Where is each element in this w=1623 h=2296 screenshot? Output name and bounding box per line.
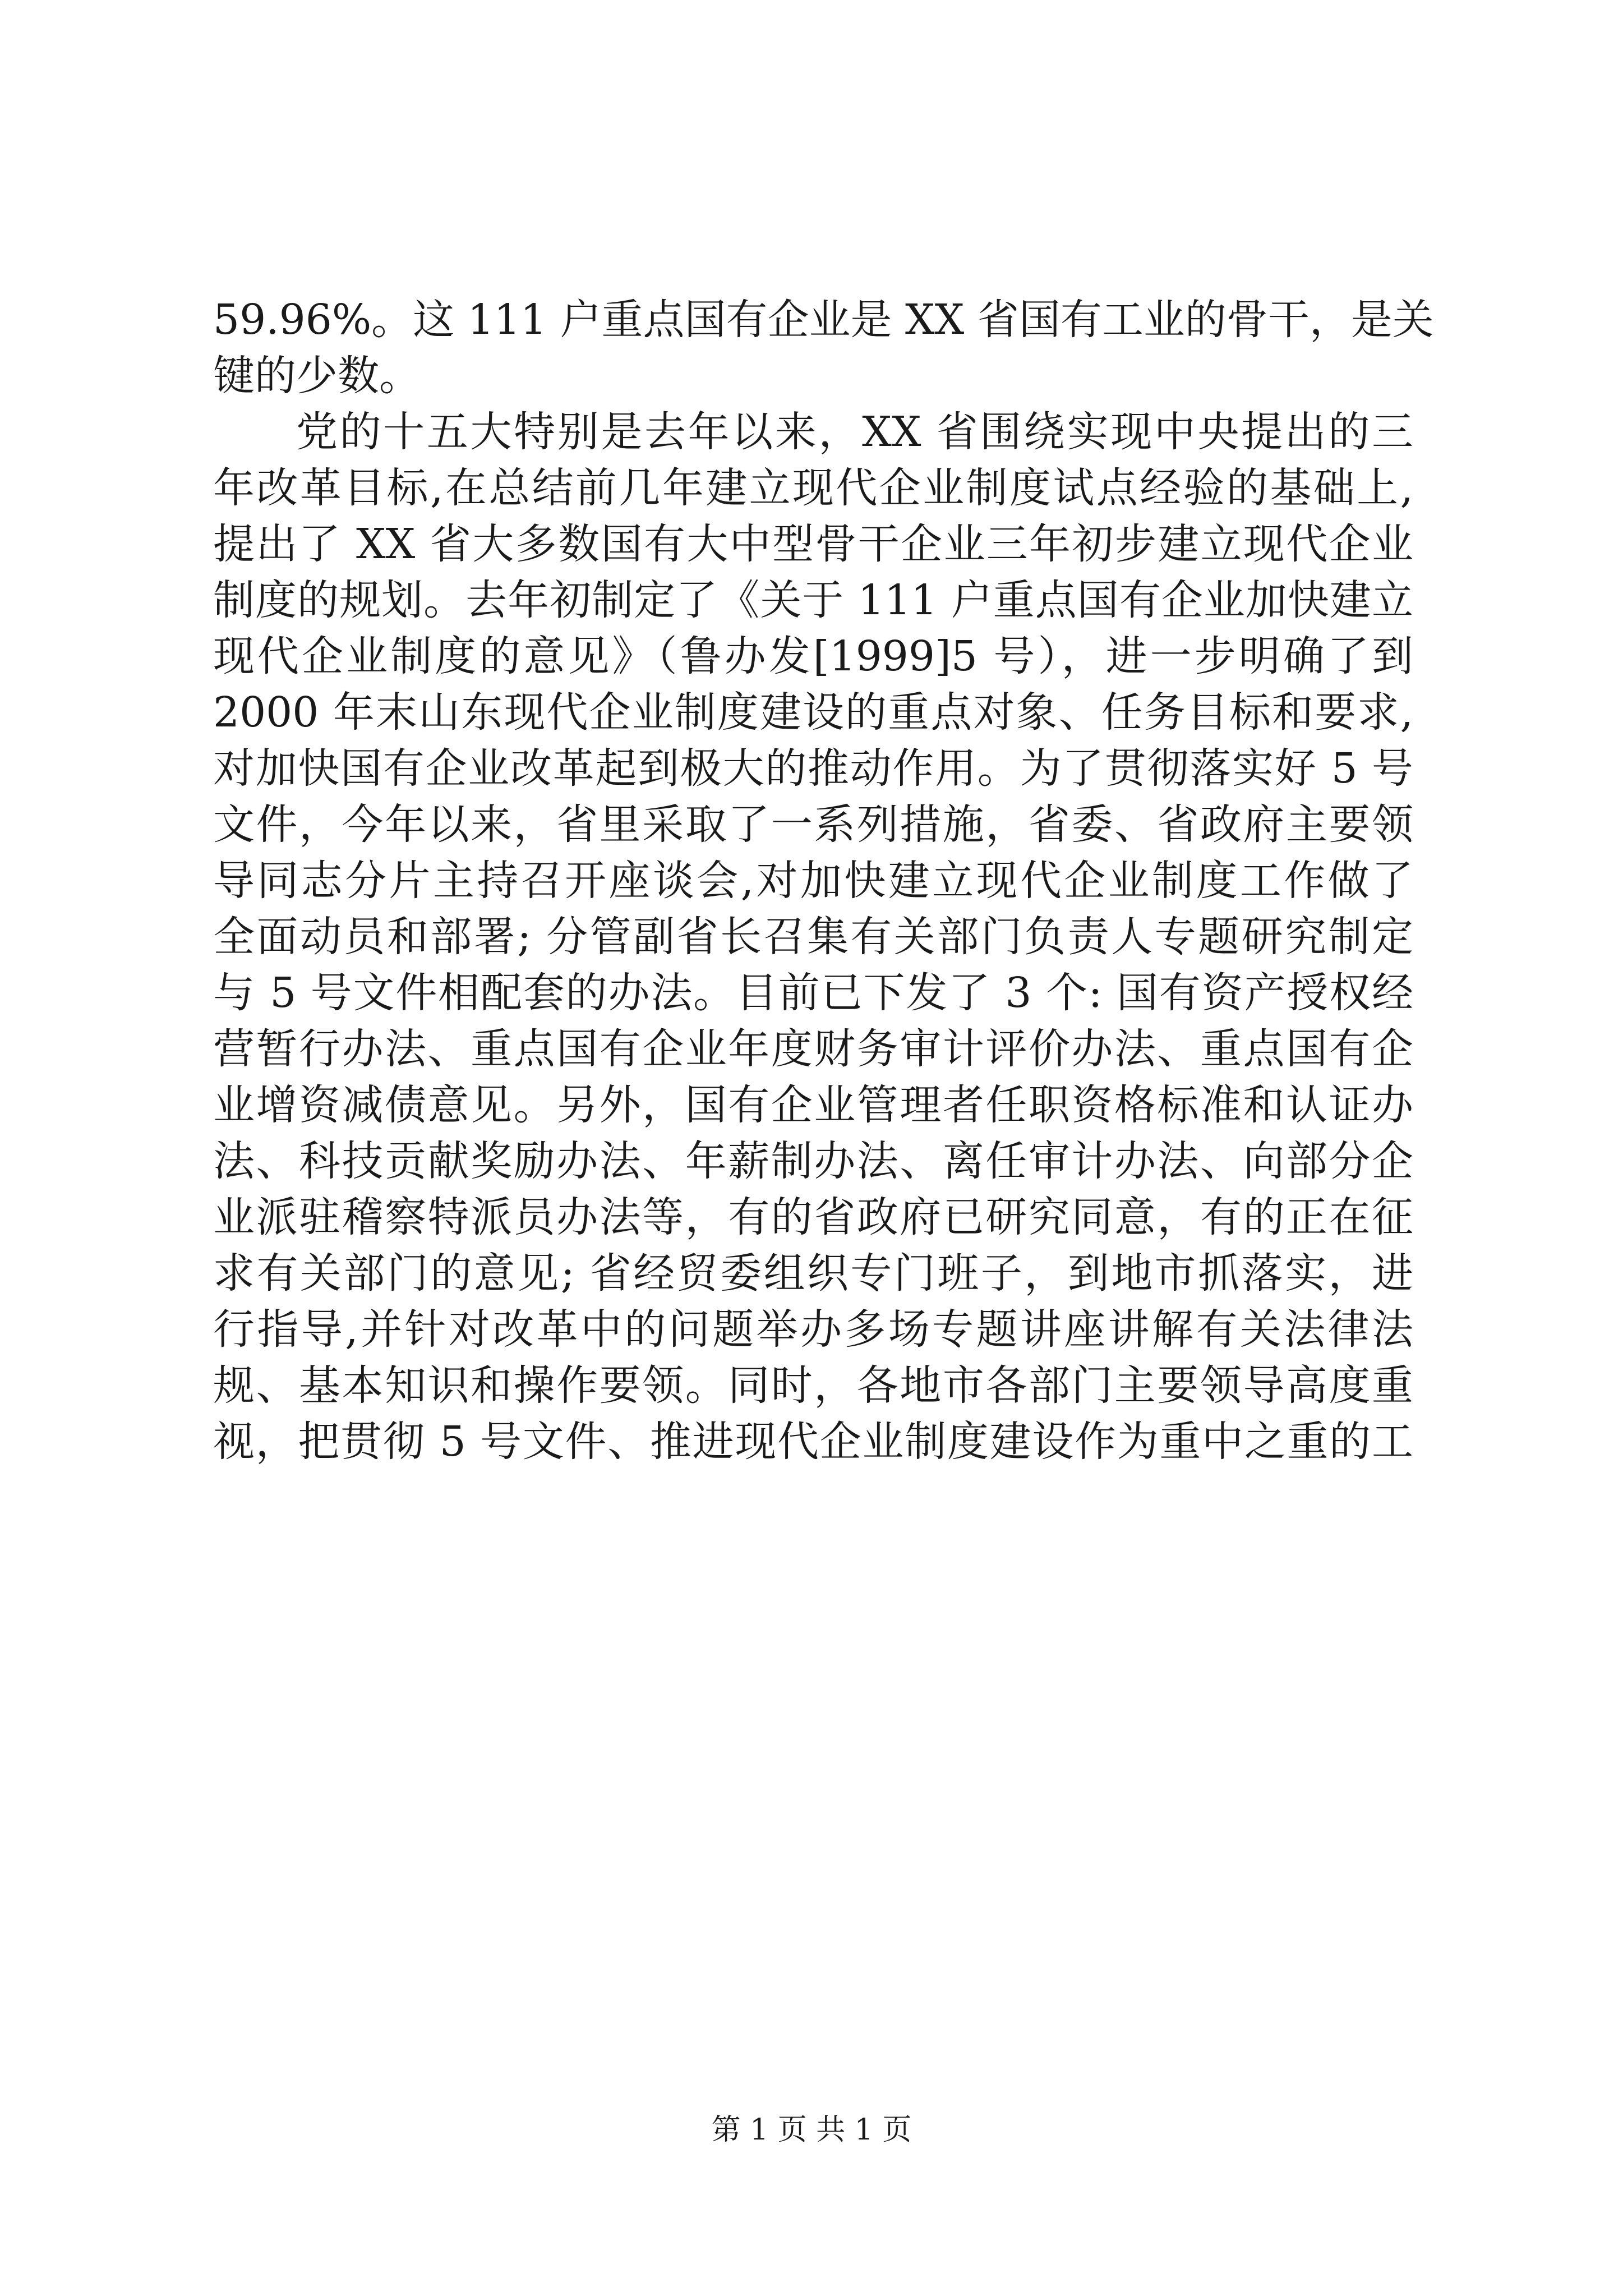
text-line: 现代企业制度的意见》（鲁办发[1999]5 号），进一步明确了到 <box>213 632 1413 680</box>
text-line: 文件，今年以来，省里采取了一系列措施，省委、省政府主要领 <box>213 800 1413 849</box>
text-line: 规、基本知识和操作要领。同时，各地市各部门主要领导高度重 <box>213 1361 1413 1410</box>
text-line: 法、科技贡献奖励办法、年薪制办法、离任审计办法、向部分企 <box>213 1137 1413 1185</box>
text-line: 制度的规划。去年初制定了《关于 111 户重点国有企业加快建立 <box>213 576 1413 624</box>
text-line: 视，把贯彻 5 号文件、推进现代企业制度建设作为重中之重的工 <box>213 1418 1413 1466</box>
paragraph-1 <box>213 292 1434 404</box>
text-line: 键的少数。 <box>213 352 421 400</box>
text-line: 导同志分片主持召开座谈会,对加快建立现代企业制度工作做了 <box>213 857 1413 905</box>
text-line: 业派驻稽察特派员办法等，有的省政府已研究同意，有的正在征 <box>213 1193 1413 1241</box>
text-line: 对加快国有企业改革起到极大的推动作用。为了贯彻落实好 5 号 <box>213 744 1413 793</box>
text-line: 提出了 XX 省大多数国有大中型骨干企业三年初步建立现代企业 <box>213 520 1413 568</box>
text-line: 党的十五大特别是去年以来，XX 省围绕实现中央提出的三 <box>296 408 1413 456</box>
text-line: 59.96%。这 111 户重点国有企业是 XX 省国有工业的骨干，是关 <box>213 296 1434 344</box>
text-line: 2000 年末山东现代企业制度建设的重点对象、任务目标和要求, <box>213 688 1413 737</box>
text-line: 行指导,并针对改革中的问题举办多场专题讲座讲解有关法律法 <box>213 1305 1413 1354</box>
document-body <box>213 292 1434 1470</box>
text-line: 营暂行办法、重点国有企业年度财务审计评价办法、重点国有企 <box>213 1025 1413 1073</box>
text-line: 求有关部门的意见; 省经贸委组织专门班子，到地市抓落实，进 <box>213 1249 1413 1297</box>
text-line: 全面动员和部署; 分管副省长召集有关部门负责人专题研究制定 <box>213 913 1413 961</box>
text-line: 与 5 号文件相配套的办法。目前已下发了 3 个: 国有资产授权经 <box>213 969 1413 1017</box>
paragraph-2 <box>213 404 1413 1470</box>
page-number-label: 第 1 页 共 1 页 <box>711 2113 912 2147</box>
page-footer <box>0 2112 1623 2148</box>
text-line: 业增资减债意见。另外，国有企业管理者任职资格标准和认证办 <box>213 1081 1413 1129</box>
text-line: 年改革目标,在总结前几年建立现代企业制度试点经验的基础上, <box>213 464 1413 512</box>
